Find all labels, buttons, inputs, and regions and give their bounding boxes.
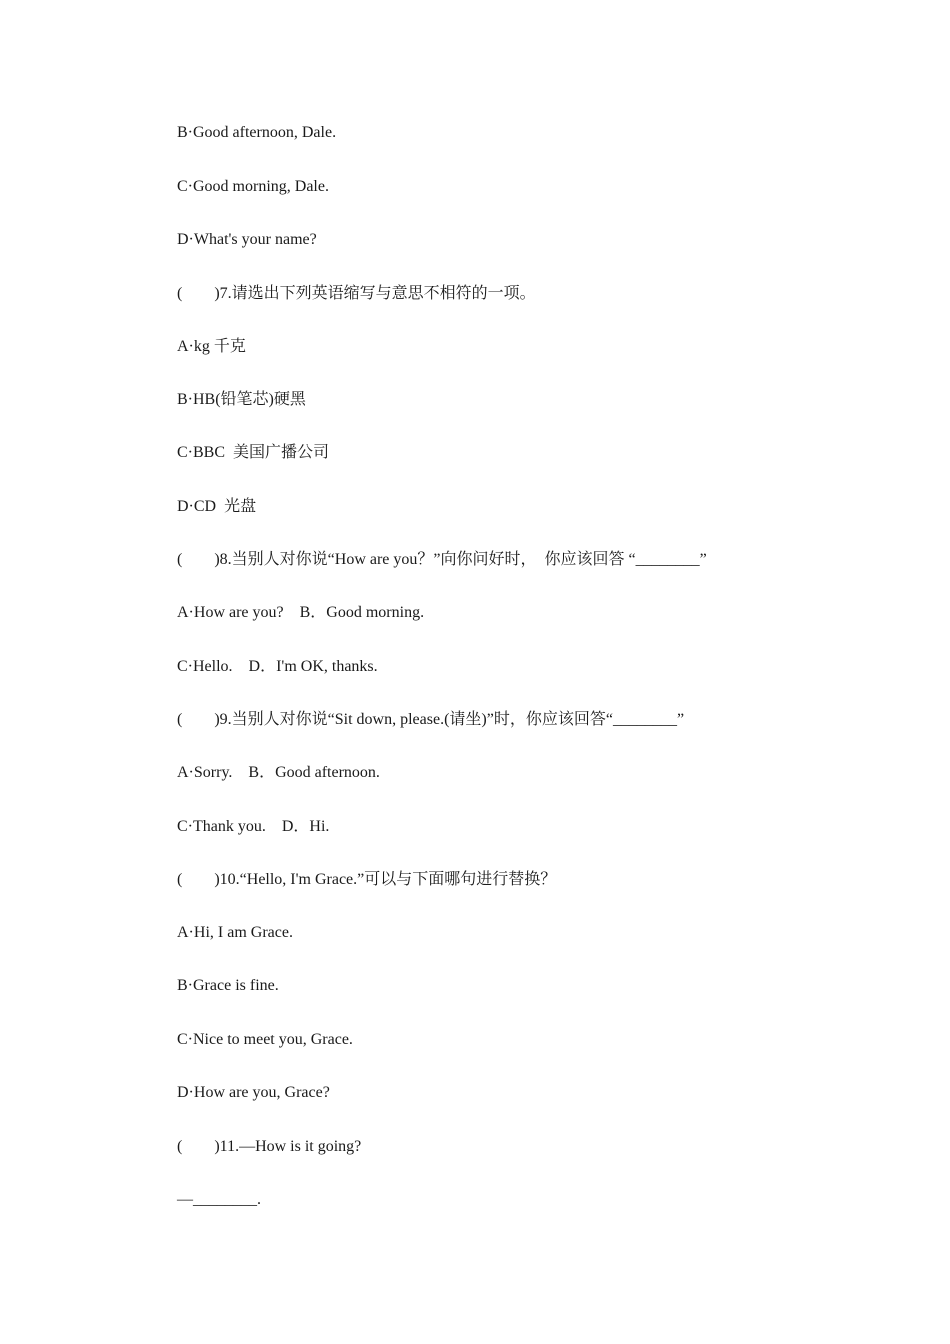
- options-ab-q8: A·How are you? B．Good morning.: [177, 604, 425, 621]
- option-b-q7: B·HB(铅笔芯)硬黑: [177, 391, 306, 408]
- question-8: ( )8.当别人对你说“How are you？”向你问好时， 你应该回答 “________”: [177, 551, 707, 568]
- options-ab-q9: A·Sorry. B．Good afternoon.: [177, 764, 380, 781]
- option-b-q10: B·Grace is fine.: [177, 977, 279, 994]
- option-a-q10: A·Hi, I am Grace.: [177, 924, 293, 941]
- question-10: ( )10.“Hello, I'm Grace.”可以与下面哪句进行替换？: [177, 871, 557, 888]
- options-cd-q9: C·Thank you. D．Hi.: [177, 818, 330, 835]
- options-cd-q8: C·Hello. D．I'm OK, thanks.: [177, 658, 378, 675]
- option-d-q6: D·What's your name?: [177, 231, 317, 248]
- option-c-q7: C·BBC 美国广播公司: [177, 444, 330, 461]
- option-b-q6: B·Good afternoon, Dale.: [177, 124, 337, 141]
- question-11: ( )11.—How is it going?: [177, 1138, 362, 1155]
- option-c-q10: C·Nice to meet you, Grace.: [177, 1031, 353, 1048]
- option-d-q7: D·CD 光盘: [177, 498, 257, 515]
- answer-blank-q11: —________.: [177, 1191, 261, 1208]
- option-c-q6: C·Good morning, Dale.: [177, 178, 329, 195]
- option-a-q7: A·kg 千克: [177, 338, 246, 355]
- question-9: ( )9.当别人对你说“Sit down, please.(请坐)”时，你应该回答“________”: [177, 711, 685, 728]
- option-d-q10: D·How are you, Grace?: [177, 1084, 330, 1101]
- question-7: ( )7.请选出下列英语缩写与意思不相符的一项。: [177, 285, 536, 302]
